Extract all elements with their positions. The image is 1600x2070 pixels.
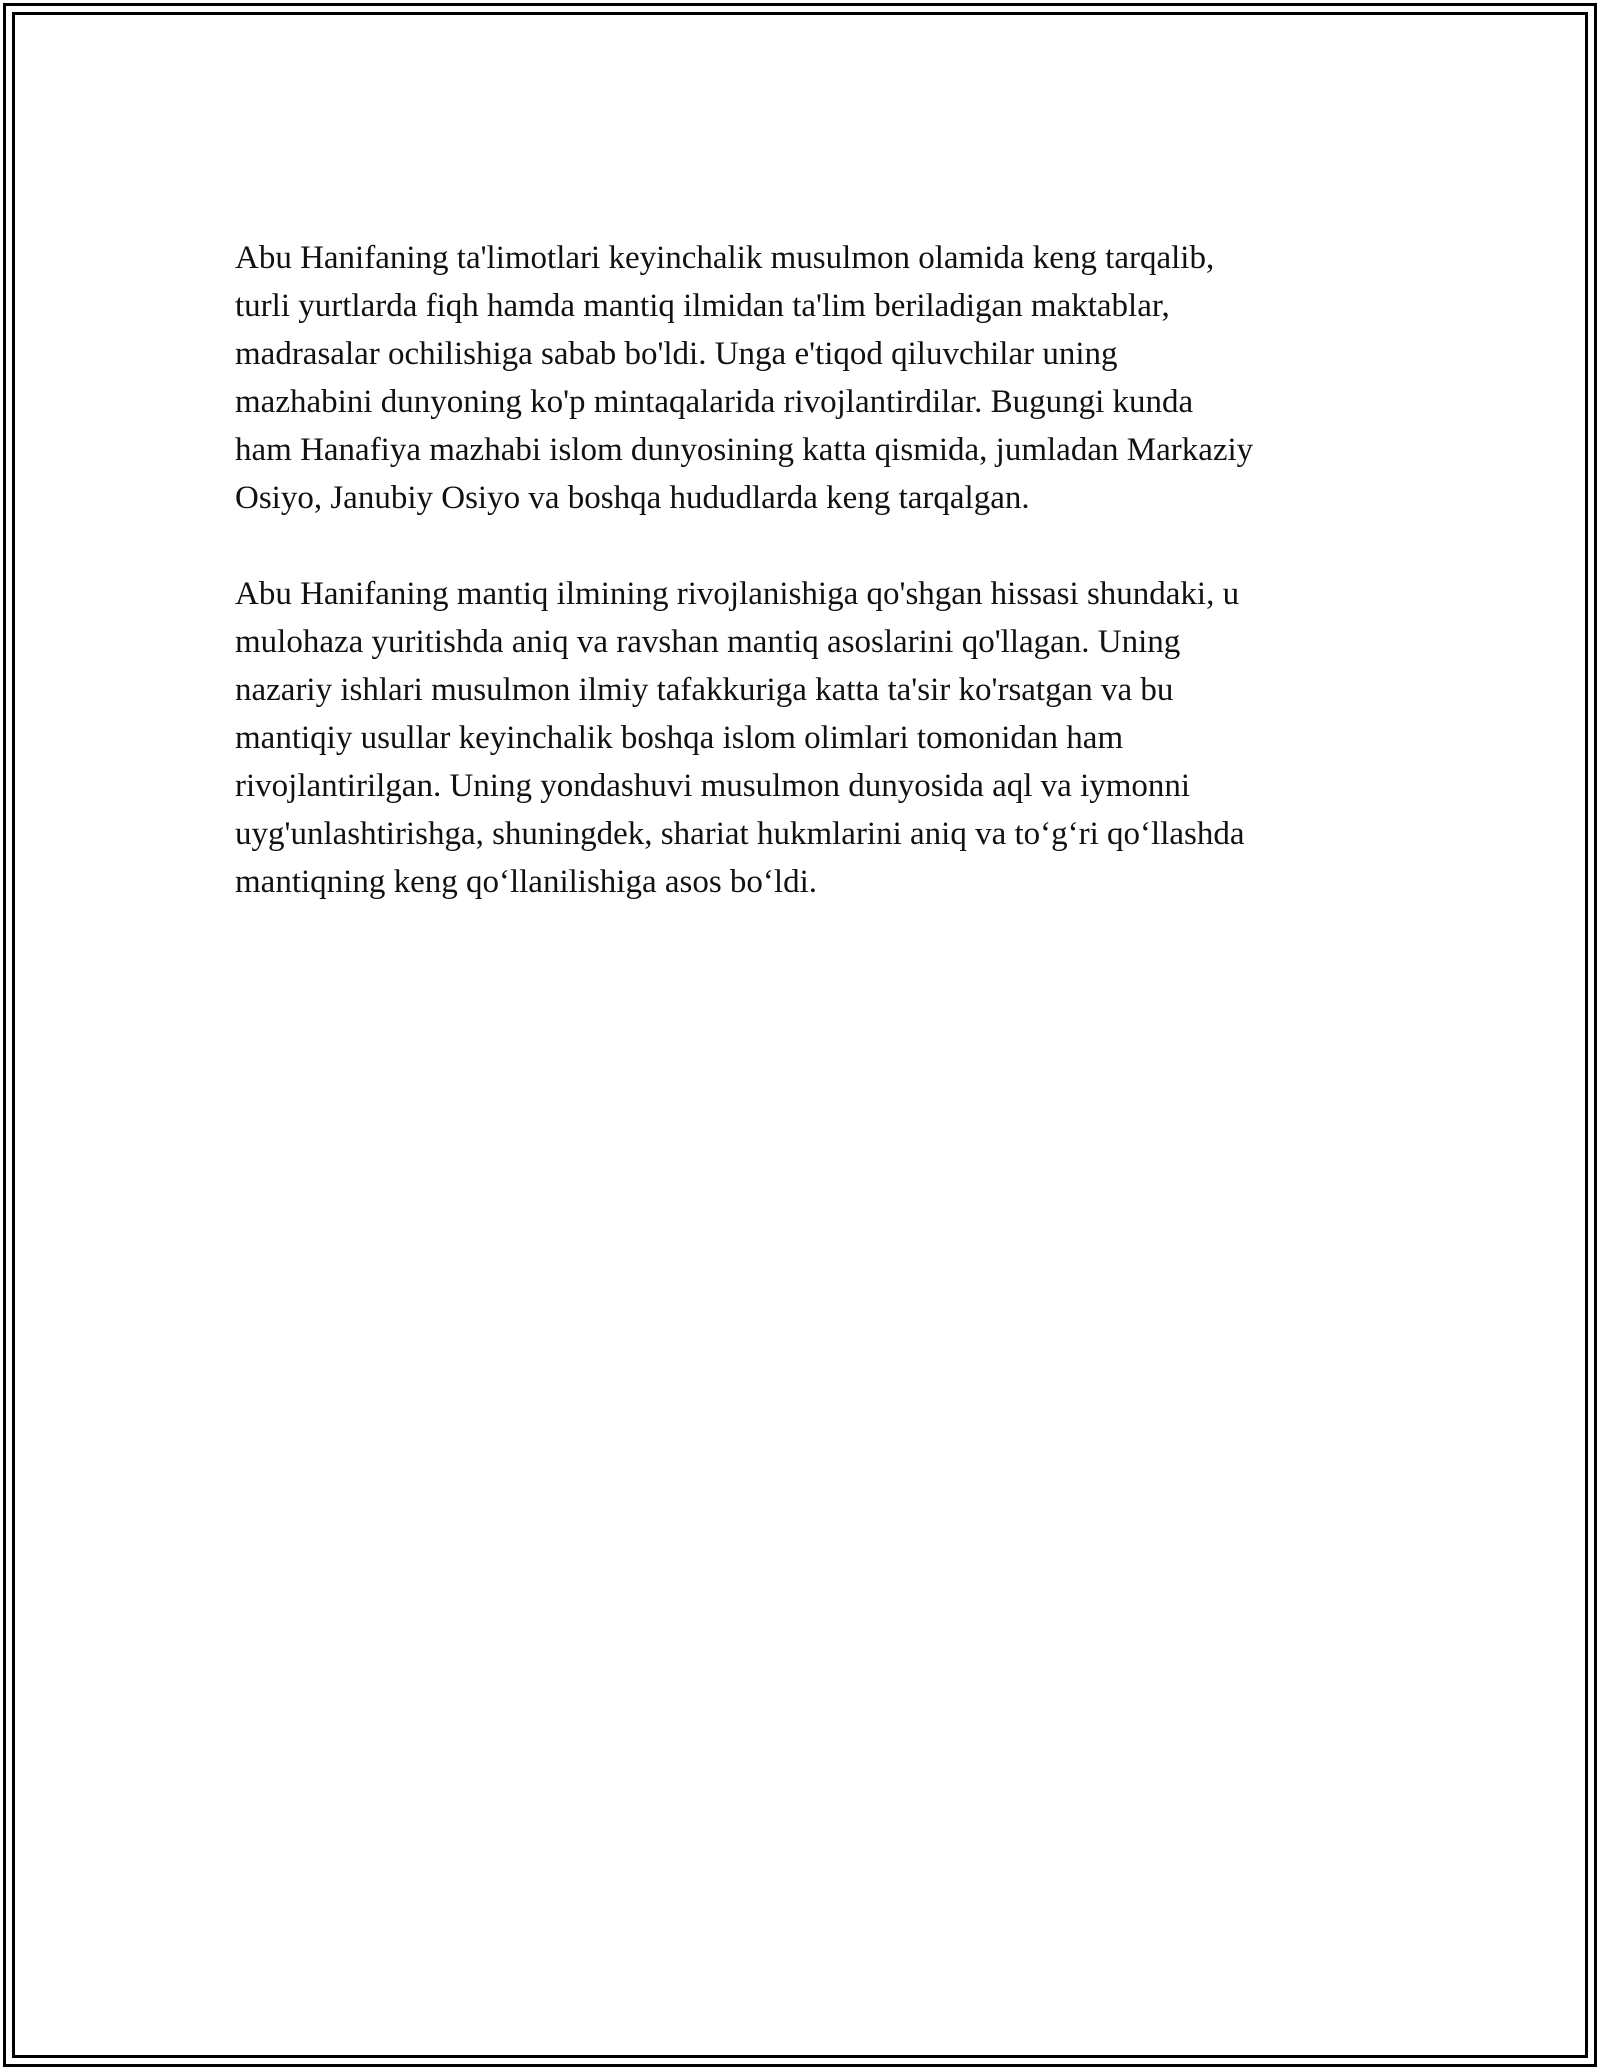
text-line: nazariy ishlari musulmon ilmiy tafakkuriga katta ta'sir ko'rsatgan va bu — [235, 672, 1174, 708]
text-line: rivojlantirilgan. Uning yondashuvi musulmon dunyosida aql va iymonni — [235, 768, 1191, 804]
text-line: turli yurtlarda fiqh hamda mantiq ilmidan ta'lim beriladigan maktablar, — [235, 288, 1170, 324]
text-line: uyg'unlashtirishga, shuningdek, shariat hukmlarini aniq va to‘g‘ri qo‘llashda — [235, 816, 1245, 852]
text-line: Abu Hanifaning ta'limotlari keyinchalik musulmon olamida keng tarqalib, — [235, 240, 1215, 276]
document-body — [235, 234, 1375, 954]
text-line: mantiqning keng qo‘llanilishiga asos bo‘ldi. — [235, 864, 818, 900]
text-line: Abu Hanifaning mantiq ilmining rivojlanishiga qo'shgan hissasi shundaki, u — [235, 576, 1240, 612]
paragraph-2 — [235, 570, 1375, 906]
text-line: mantiqiy usullar keyinchalik boshqa islom olimlari tomonidan ham — [235, 720, 1124, 756]
text-line: Osiyo, Janubiy Osiyo va boshqa hududlarda keng tarqalgan. — [235, 480, 1030, 516]
paragraph-1 — [235, 234, 1375, 522]
text-line: madrasalar ochilishiga sabab bo'ldi. Unga e'tiqod qiluvchilar uning — [235, 336, 1118, 372]
text-line: mulohaza yuritishda aniq va ravshan mantiq asoslarini qo'llagan. Uning — [235, 624, 1181, 660]
text-line: mazhabini dunyoning ko'p mintaqalarida rivojlantirdilar. Bugungi kunda — [235, 384, 1194, 420]
text-line: ham Hanafiya mazhabi islom dunyosining katta qismida, jumladan Markaziy — [235, 432, 1254, 468]
